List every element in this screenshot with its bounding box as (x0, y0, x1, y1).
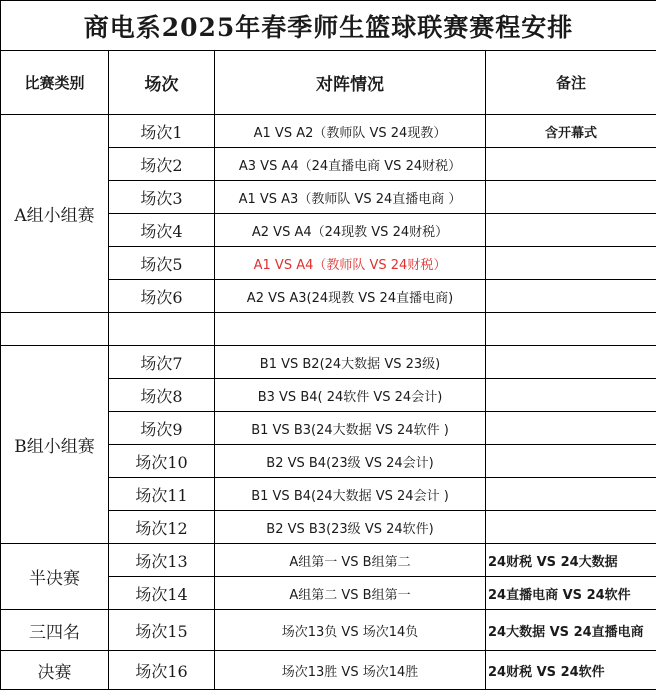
matchup-cell: A2 VS A4（24现教 VS 24财税） (215, 214, 486, 247)
matchup-cell: A组第一 VS B组第二 (215, 544, 486, 577)
matchup-cell: A1 VS A3（教师队 VS 24直播电商 ） (215, 181, 486, 214)
table-row (1, 115, 656, 148)
note-cell (486, 280, 656, 313)
round-cell: 场次9 (109, 412, 215, 445)
category-group-b: B组小组赛 (1, 346, 109, 544)
matchup-cell: 场次13负 VS 场次14负 (215, 610, 486, 651)
note-cell (486, 148, 656, 181)
matchup-cell: 场次13胜 VS 场次14胜 (215, 651, 486, 690)
round-cell: 场次1 (109, 115, 215, 148)
table-row (1, 346, 656, 379)
round-cell: 场次8 (109, 379, 215, 412)
round-cell: 场次3 (109, 181, 215, 214)
note-cell (486, 214, 656, 247)
matchup-cell: B1 VS B4(24大数据 VS 24会计 ) (215, 478, 486, 511)
round-cell: 场次14 (109, 577, 215, 610)
note-cell: 24大数据 VS 24直播电商 (486, 610, 656, 651)
page-title: 商电系2025年春季师生篮球联赛赛程安排 (1, 1, 656, 51)
round-cell: 场次10 (109, 445, 215, 478)
matchup-cell: B3 VS B4( 24软件 VS 24会计) (215, 379, 486, 412)
table-row (1, 544, 656, 577)
note-cell (486, 511, 656, 544)
matchup-cell: A1 VS A2（教师队 VS 24现教） (215, 115, 486, 148)
note-cell: 24直播电商 VS 24软件 (486, 577, 656, 610)
round-cell: 场次2 (109, 148, 215, 181)
matchup-cell: A3 VS A4（24直播电商 VS 24财税） (215, 148, 486, 181)
matchup-cell: B2 VS B3(23级 VS 24软件) (215, 511, 486, 544)
note-cell (486, 379, 656, 412)
header-row (1, 51, 656, 115)
title-row (1, 1, 656, 51)
category-semifinal: 半决赛 (1, 544, 109, 610)
matchup-cell: A2 VS A3(24现教 VS 24直播电商) (215, 280, 486, 313)
note-cell (486, 478, 656, 511)
note-cell (486, 181, 656, 214)
matchup-cell: A组第二 VS B组第一 (215, 577, 486, 610)
note-cell (486, 247, 656, 280)
note-cell: 24财税 VS 24大数据 (486, 544, 656, 577)
matchup-cell-highlighted: A1 VS A4（教师队 VS 24财税） (215, 247, 486, 280)
round-cell: 场次12 (109, 511, 215, 544)
note-cell: 含开幕式 (486, 115, 656, 148)
matchup-cell: B2 VS B4(23级 VS 24会计) (215, 445, 486, 478)
matchup-cell: B1 VS B3(24大数据 VS 24软件 ) (215, 412, 486, 445)
round-cell: 场次7 (109, 346, 215, 379)
note-cell (486, 445, 656, 478)
matchup-cell: B1 VS B2(24大数据 VS 23级) (215, 346, 486, 379)
round-cell: 场次4 (109, 214, 215, 247)
header-category: 比赛类别 (1, 51, 109, 115)
round-cell: 场次13 (109, 544, 215, 577)
category-third-place: 三四名 (1, 610, 109, 651)
round-cell: 场次16 (109, 651, 215, 690)
header-round: 场次 (109, 51, 215, 115)
note-cell (486, 412, 656, 445)
header-note: 备注 (486, 51, 656, 115)
note-cell: 24财税 VS 24软件 (486, 651, 656, 690)
round-cell: 场次11 (109, 478, 215, 511)
table-row (1, 610, 656, 651)
header-matchup: 对阵情况 (215, 51, 486, 115)
note-cell (486, 346, 656, 379)
spacer-row (1, 313, 656, 346)
empty-cell (1, 313, 109, 346)
category-final: 决赛 (1, 651, 109, 690)
round-cell: 场次15 (109, 610, 215, 651)
empty-cell (109, 313, 215, 346)
empty-cell (486, 313, 656, 346)
empty-cell (215, 313, 486, 346)
category-group-a: A组小组赛 (1, 115, 109, 313)
round-cell: 场次5 (109, 247, 215, 280)
table-row (1, 651, 656, 690)
round-cell: 场次6 (109, 280, 215, 313)
